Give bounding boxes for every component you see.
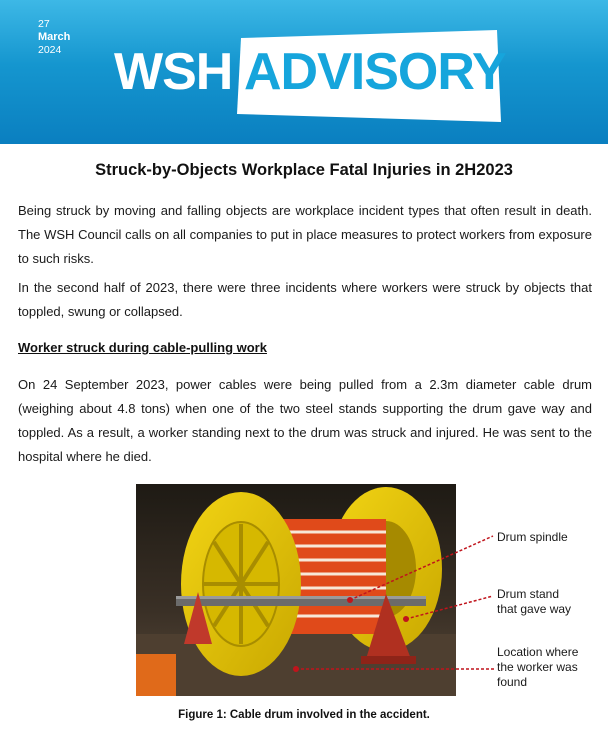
label-worker-location	[497, 645, 578, 690]
label-location-line1: Location where	[497, 645, 579, 659]
summary-paragraph: In the second half of 2023, there were three incidents where workers were struck by objects that toppled, swung or collapsed.	[18, 280, 592, 319]
date-day: 27	[38, 18, 50, 30]
date-year: 2024	[38, 44, 62, 56]
label-drum-spindle: Drum spindle	[497, 530, 568, 544]
figure-caption: Figure 1: Cable drum involved in the accident.	[178, 709, 430, 721]
label-drum-stand-line1: Drum stand	[497, 587, 560, 601]
date-month: March	[38, 31, 71, 43]
banner-title-advisory: ADVISORY	[244, 43, 506, 101]
section-body: On 24 September 2023, power cables were being pulled from a 2.3m diameter cable drum (weighing about 4.8 tons) when one of the two steel stands supporting the drum gave way and toppled. As a result, a worker standing next to the drum was struck and injured. He was sent to the hospital where he died.	[18, 377, 592, 464]
page-title: Struck-by-Objects Workplace Fatal Injuries in 2H2023	[95, 161, 513, 179]
label-location-line2: the worker was	[497, 660, 578, 674]
label-location-line3: found	[497, 675, 528, 689]
label-drum-stand-line2: that gave way	[497, 602, 572, 616]
section-heading: Worker struck during cable-pulling work	[18, 340, 267, 355]
banner-title-wsh: WSH	[114, 43, 233, 101]
label-drum-stand	[497, 587, 571, 617]
intro-paragraph: Being struck by moving and falling objects are workplace incident types that often result in death. The WSH Council calls on all companies to put in place measures to protect workers from exposure to such risks.	[18, 203, 592, 266]
